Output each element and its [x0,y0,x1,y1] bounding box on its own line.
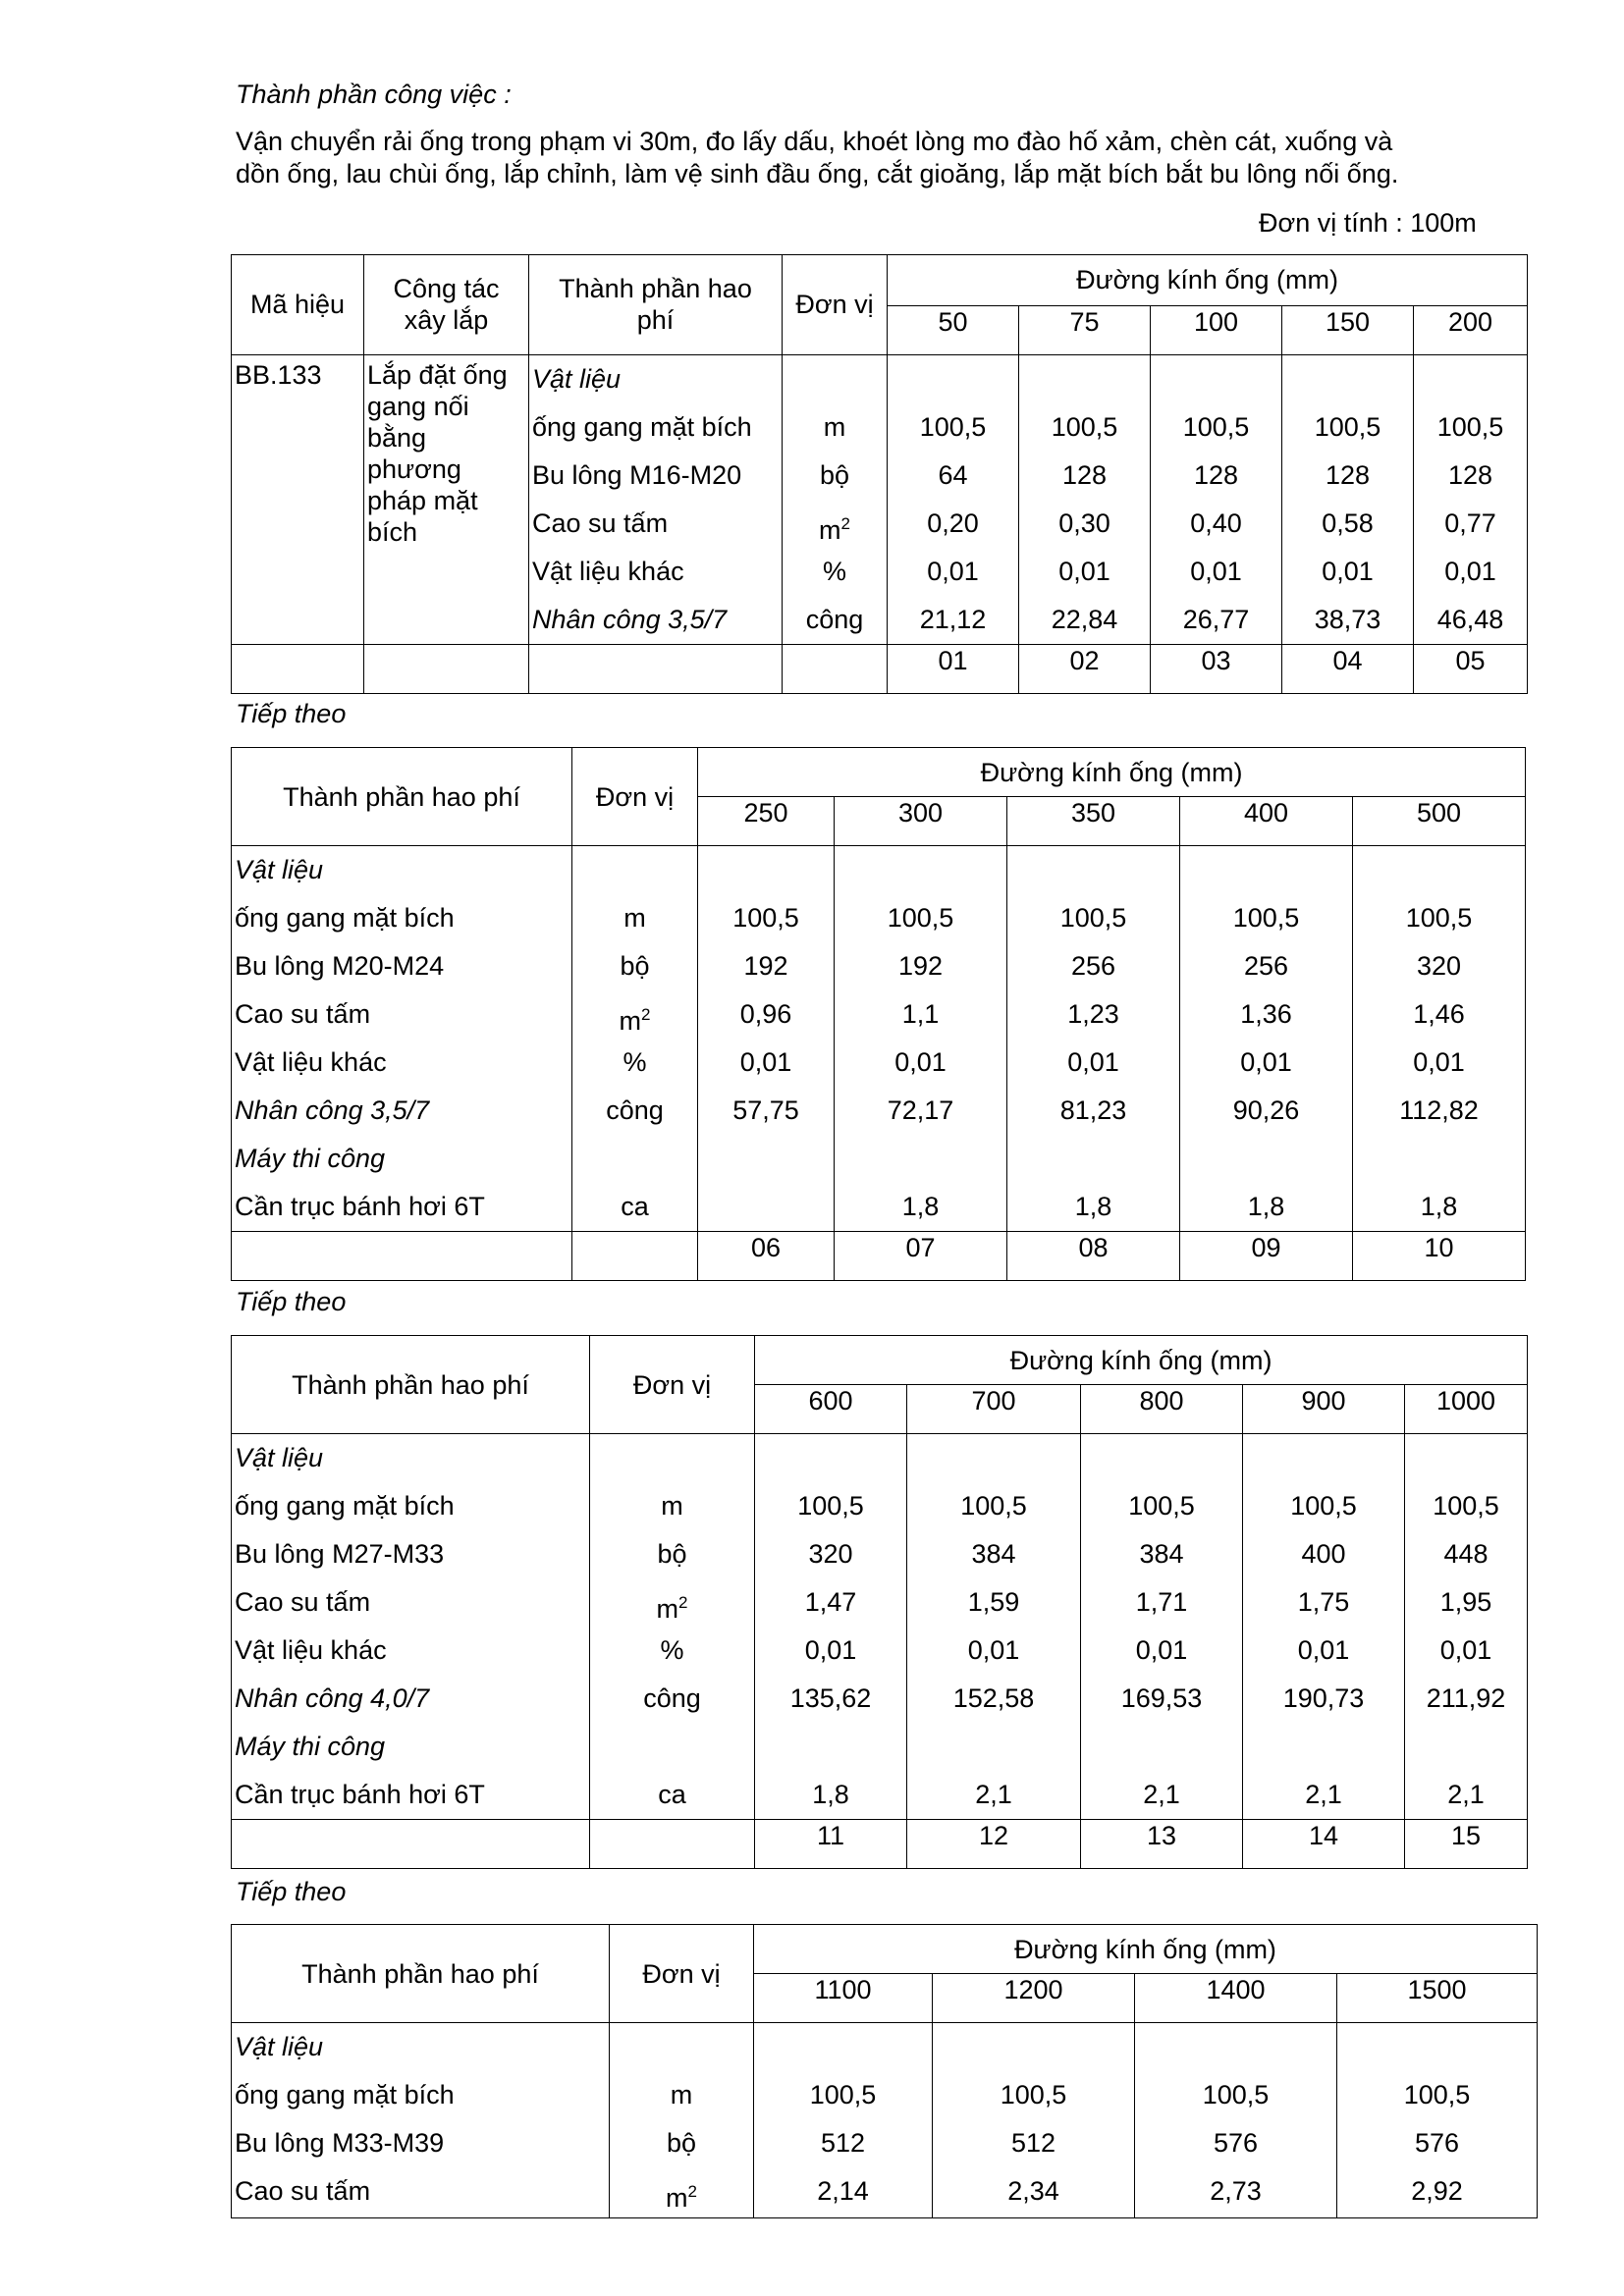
value-cell: 192 [743,951,788,981]
value-cell: 0,96 [739,999,792,1029]
norm-code: 01 [938,646,968,675]
superscript-2: 2 [840,514,850,533]
value-cell [1019,355,1150,403]
diameter-header: 600 [808,1386,853,1415]
value-cell: 1,46 [1413,999,1465,1029]
unit-cell [590,1434,754,1482]
diameter-header: 50 [938,307,968,337]
cost-item-name: Nhân công 3,5/7 [532,605,728,634]
value-cell: 256 [1070,951,1116,981]
value-cell: 190,73 [1282,1683,1365,1713]
value-cell: 2,1 [1447,1780,1485,1809]
header-cost: Thành phần hao phí [292,1369,529,1400]
value-cell: 0,01 [894,1047,947,1077]
value-cell: 0,01 [967,1635,1020,1665]
unit-cell: % [822,557,846,586]
header-code: Mã hiệu [249,290,346,319]
diameter-header: 75 [1069,307,1100,337]
value-cell: 448 [1443,1539,1489,1569]
cost-item-name: Vật liệu [235,2032,324,2061]
norm-table-2 [231,747,1526,1281]
value-cell: 135,62 [789,1683,872,1713]
value-cell: 100,5 [1000,2080,1067,2109]
work-code: BB.133 [235,360,322,390]
unit-cell [572,846,697,894]
value-cell: 22,84 [1051,605,1118,634]
value-cell: 2,92 [1411,2176,1463,2206]
value-cell: 1,47 [804,1587,857,1617]
value-cell [835,1135,1006,1183]
unit-cell [610,2023,753,2071]
value-cell: 0,01 [1413,1047,1465,1077]
unit-cell: bộ [657,1539,687,1569]
norm-code: 02 [1069,646,1100,675]
header-unit: Đơn vị [632,1369,712,1400]
value-cell: 169,53 [1120,1683,1203,1713]
unit-cell [590,1723,754,1771]
empty-cell [783,645,888,694]
norm-table-1 [231,254,1528,694]
value-cell: 0,30 [1058,508,1110,538]
value-cell: 100,5 [1436,412,1504,442]
value-cell: 2,1 [975,1780,1012,1809]
cost-item-name: Cao su tấm [235,1587,371,1617]
value-cell: 1,8 [812,1780,849,1809]
unit-cell: ca [658,1780,686,1809]
value-cell: 1,95 [1439,1587,1492,1617]
value-cell: 112,82 [1399,1095,1479,1125]
value-cell: 152,58 [952,1683,1035,1713]
value-cell: 1,8 [1074,1192,1112,1221]
value-cell: 90,26 [1232,1095,1300,1125]
value-cell: 576 [1414,2128,1460,2158]
value-cell: 100,5 [1059,903,1127,933]
value-cell [835,846,1006,894]
header-work: Công tác xây lắp [393,274,500,335]
value-cell: 576 [1213,2128,1259,2158]
value-cell [1353,1135,1525,1183]
value-cell: 100,5 [1128,1491,1195,1521]
value-cell: 100,5 [919,412,987,442]
value-cell: 81,23 [1059,1095,1127,1125]
value-cell: 0,01 [739,1047,792,1077]
norm-code: 06 [750,1233,782,1262]
value-cell: 1,71 [1135,1587,1188,1617]
value-cell: 256 [1243,951,1289,981]
value-cell [1414,355,1527,403]
cost-item-name: Bu lông M27-M33 [235,1539,445,1569]
value-cell: 0,01 [927,557,979,586]
value-cell [1007,846,1179,894]
cost-item-name: Cao su tấm [235,2176,371,2206]
header-unit: Đơn vị [595,781,675,812]
diameter-header: 350 [1070,798,1116,828]
value-cell: 0,01 [1439,1635,1492,1665]
header-cost: Thành phần hao phí [283,781,520,812]
unit-cell: bộ [666,2128,697,2158]
value-cell: 100,5 [960,1491,1027,1521]
value-cell [933,2023,1134,2071]
value-cell [755,1723,906,1771]
unit-cell: công [643,1683,701,1713]
value-cell: 1,36 [1240,999,1292,1029]
value-cell: 0,01 [1240,1047,1292,1077]
unit-cell: bộ [620,951,650,981]
value-cell [888,355,1018,403]
value-cell [755,1434,906,1482]
value-cell: 26,77 [1182,605,1250,634]
value-cell [907,1723,1080,1771]
unit-cell: m [823,412,846,442]
value-cell [1151,355,1281,403]
cost-item-name: Cần trục bánh hơi 6T [235,1192,485,1221]
cost-item-name: ống gang mặt bích [532,412,752,442]
value-cell: 100,5 [1314,412,1381,442]
cost-item-name: Vật liệu khác [532,557,684,586]
empty-cell [364,645,529,694]
diameter-header: 500 [1417,798,1462,828]
value-cell: 100,5 [1232,903,1300,933]
value-cell: 72,17 [887,1095,954,1125]
value-cell: 2,1 [1143,1780,1180,1809]
section-heading: Thành phần công việc : [236,80,512,109]
work-description-line-1: Vận chuyển rải ống trong phạm vi 30m, đo lấy dấu, khoét lòng mo đào hố xảm, chèn cát, xuống và [236,127,1393,156]
value-cell: 1,8 [1247,1192,1285,1221]
cost-item-name: Bu lông M33-M39 [235,2128,445,2158]
unit-cell: % [623,1047,647,1077]
value-cell: 64 [938,460,968,490]
value-cell: 100,5 [732,903,799,933]
value-cell: 2,1 [1305,1780,1342,1809]
value-cell: 400 [1301,1539,1346,1569]
norm-code: 15 [1451,1821,1482,1850]
cost-item-name: Máy thi công [235,1144,386,1173]
diameter-header: 200 [1448,307,1493,337]
value-cell: 1,1 [901,999,940,1029]
value-cell [1135,2023,1336,2071]
value-cell [1405,1723,1527,1771]
value-cell [1337,2023,1537,2071]
unit-cell: công [606,1095,664,1125]
value-cell [1282,355,1413,403]
value-cell: 57,75 [732,1095,799,1125]
value-cell: 128 [1325,460,1371,490]
norm-code: 04 [1332,646,1363,675]
value-cell: 1,8 [901,1192,940,1221]
value-cell [1180,1135,1352,1183]
value-cell: 0,40 [1190,508,1242,538]
value-cell: 100,5 [797,1491,864,1521]
diameter-header: 900 [1301,1386,1346,1415]
value-cell: 100,5 [1403,2080,1471,2109]
value-cell: 100,5 [887,903,954,933]
value-cell: 512 [1010,2128,1056,2158]
value-cell [754,2023,932,2071]
value-cell: 0,01 [1190,557,1242,586]
diameter-header: 1500 [1407,1975,1467,2004]
value-cell [698,846,834,894]
value-cell: 128 [1448,460,1493,490]
value-cell [1081,1723,1242,1771]
norm-code: 08 [1078,1233,1109,1262]
cost-item-name: Cao su tấm [235,999,371,1029]
value-cell [1081,1434,1242,1482]
header-cost: Thành phần hao phí [559,274,752,335]
value-cell: 100,5 [1433,1491,1499,1521]
value-cell: 100,5 [1290,1491,1357,1521]
value-cell: 384 [971,1539,1016,1569]
unit-cell: bộ [819,460,850,490]
continue-label-3: Tiếp theo [236,1877,347,1906]
value-cell [1007,1135,1179,1183]
value-cell: 46,48 [1436,605,1504,634]
value-cell: 100,5 [1182,412,1250,442]
value-cell: 1,23 [1067,999,1119,1029]
value-cell: 0,58 [1322,508,1374,538]
value-cell: 1,8 [1420,1192,1458,1221]
value-cell: 0,01 [1058,557,1110,586]
value-cell: 2,14 [817,2176,869,2206]
header-diameter: Đường kính ống (mm) [1009,1345,1272,1375]
value-cell: 1,75 [1297,1587,1350,1617]
header-diameter: Đường kính ống (mm) [1014,1934,1276,1964]
unit-cell: m [661,1491,683,1521]
value-cell: 320 [808,1539,853,1569]
norm-code: 14 [1308,1821,1339,1850]
diameter-header: 1400 [1206,1975,1266,2004]
unit-cell [572,1135,697,1183]
cost-item-name: Bu lông M20-M24 [235,951,445,981]
value-cell: 100,5 [1405,903,1473,933]
value-cell: 320 [1417,951,1462,981]
cost-item-name: ống gang mặt bích [235,2080,455,2109]
cost-item-name: Nhân công 3,5/7 [235,1095,430,1125]
cost-item-name: Nhân công 4,0/7 [235,1683,430,1713]
value-cell [698,1183,834,1231]
cost-item-name: Vật liệu khác [235,1635,387,1665]
value-cell: 21,12 [919,605,987,634]
diameter-header: 250 [743,798,788,828]
value-cell: 1,59 [967,1587,1020,1617]
diameter-header: 300 [897,798,944,828]
unit-cell: % [660,1635,684,1665]
value-cell: 512 [820,2128,866,2158]
empty-cell [590,1820,755,1869]
value-cell [907,1434,1080,1482]
value-cell: 100,5 [1051,412,1118,442]
norm-code: 09 [1251,1233,1281,1262]
value-cell: 211,92 [1426,1683,1506,1713]
header-cost: Thành phần hao phí [301,1958,539,1989]
norm-code: 13 [1146,1821,1177,1850]
cost-item-name: ống gang mặt bích [235,1491,455,1521]
cost-item-name: Vật liệu khác [235,1047,387,1077]
cost-item-name: Máy thi công [235,1732,386,1761]
diameter-header: 1100 [814,1975,872,2004]
empty-cell [232,1820,590,1869]
work-description-line-2: dồn ống, lau chùi ống, lắp chỉnh, làm vệ sinh đầu ống, cắt gioăng, lắp mặt bích bắt bu lông nối ống. [236,159,1399,188]
cost-item-name: Vật liệu [235,1443,324,1472]
value-cell: 0,01 [1067,1047,1119,1077]
empty-cell [572,1232,698,1281]
norm-code: 11 [816,1821,845,1850]
norm-code: 03 [1201,646,1231,675]
norm-code: 12 [978,1821,1009,1850]
diameter-header: 1000 [1435,1386,1496,1415]
unit-cell: m [670,2080,693,2109]
continue-label-1: Tiếp theo [236,699,347,728]
cost-item-name: Bu lông M16-M20 [532,460,742,490]
unit-cell: $m^2$ [656,1593,688,1624]
header-diameter: Đường kính ống (mm) [1076,265,1338,294]
value-cell [1405,1434,1527,1482]
value-cell: 0,01 [1297,1635,1350,1665]
unit-cell: ca [621,1192,649,1221]
unit-cell: $m^2$ [619,1005,651,1036]
work-description: Lắp đặt ống gang nối bằng phương pháp mặt bích [367,360,508,547]
value-cell: 2,73 [1210,2176,1262,2206]
diameter-header: 400 [1243,798,1289,828]
norm-code: 07 [905,1233,936,1262]
value-cell: 0,01 [1322,557,1374,586]
diameter-header: 100 [1193,307,1239,337]
superscript-2: 2 [678,1593,688,1612]
empty-cell [232,645,364,694]
value-cell: 128 [1061,460,1108,490]
cost-item-name: Cao su tấm [532,508,669,538]
value-cell: 100,5 [1202,2080,1270,2109]
unit-cell: $m^2$ [666,2182,697,2213]
diameter-header: 1200 [1003,1975,1063,2004]
value-cell [1243,1723,1404,1771]
header-unit: Đơn vị [795,290,874,319]
value-cell: 0,77 [1444,508,1496,538]
value-cell [1180,846,1352,894]
header-unit: Đơn vị [642,1958,721,1989]
diameter-header: 700 [971,1386,1016,1415]
value-cell: 2,34 [1007,2176,1059,2206]
cost-item-name: Vật liệu [532,364,622,394]
value-cell [1353,846,1525,894]
unit-cell: m [623,903,646,933]
diameter-header: 150 [1325,307,1371,337]
cost-item-name: Vật liệu [235,855,324,884]
unit-cell: $m^2$ [819,514,850,545]
value-cell: 0,01 [1135,1635,1188,1665]
norm-code: 10 [1424,1233,1454,1262]
value-cell: 0,01 [804,1635,857,1665]
cost-item-name: Cần trục bánh hơi 6T [235,1780,485,1809]
superscript-2: 2 [687,2182,697,2201]
norm-table-4 [231,1924,1538,2218]
value-cell: 38,73 [1314,605,1381,634]
unit-cell [783,355,887,403]
norm-table-3 [231,1335,1528,1869]
empty-cell [529,645,783,694]
unit-note: Đơn vị tính : 100m [1259,208,1477,238]
value-cell: 0,01 [1444,557,1496,586]
value-cell: 128 [1193,460,1239,490]
value-cell: 100,5 [809,2080,877,2109]
diameter-header: 800 [1139,1386,1184,1415]
empty-cell [232,1232,572,1281]
header-diameter: Đường kính ống (mm) [980,757,1243,787]
unit-cell: công [805,605,864,634]
cost-item-name: ống gang mặt bích [235,903,455,933]
continue-label-2: Tiếp theo [236,1287,347,1316]
value-cell: 0,20 [927,508,979,538]
norm-code: 05 [1455,646,1486,675]
superscript-2: 2 [641,1005,651,1024]
value-cell [698,1135,834,1183]
value-cell [1243,1434,1404,1482]
value-cell: 384 [1139,1539,1184,1569]
value-cell: 192 [897,951,944,981]
